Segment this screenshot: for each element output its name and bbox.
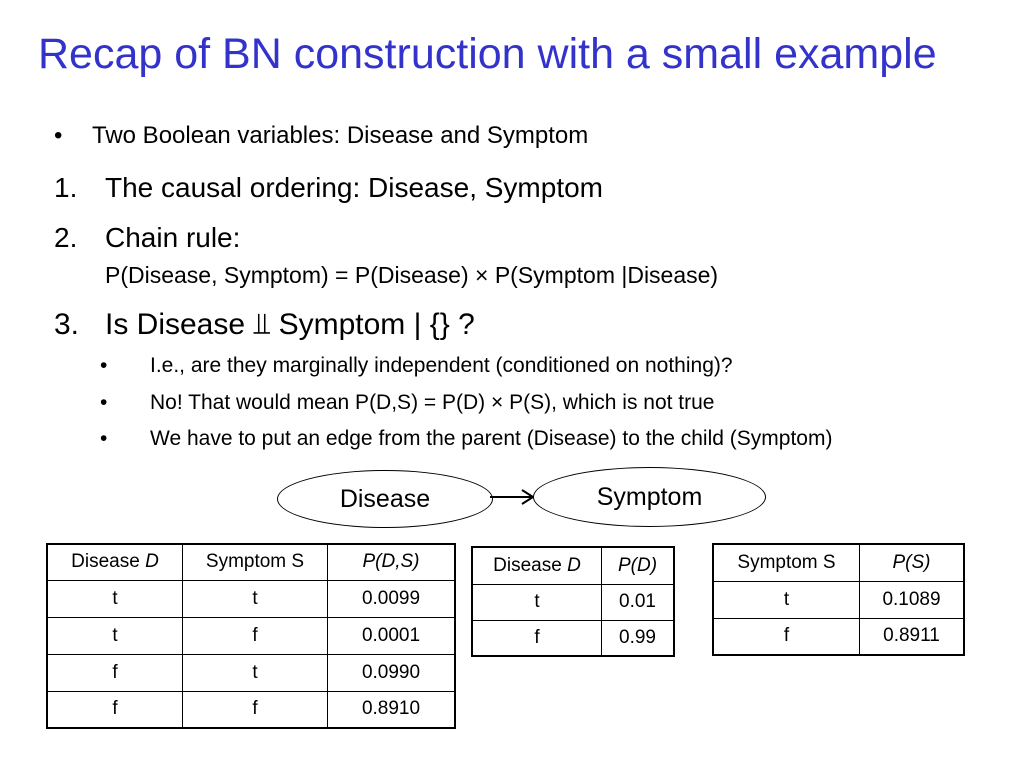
node-symptom-label: Symptom xyxy=(596,482,703,511)
chain-rule-formula: P(Disease, Symptom) = P(Disease) × P(Symptom |Disease) xyxy=(105,262,719,288)
table-row xyxy=(47,580,455,617)
table-cell: 0.01 xyxy=(602,584,675,620)
table-cell: t xyxy=(472,584,602,620)
table-cell: f xyxy=(47,654,183,691)
table-cell: f xyxy=(713,618,860,655)
item-number: 2. xyxy=(54,222,78,253)
table-cell: f xyxy=(183,691,328,728)
table-cell: t xyxy=(47,617,183,654)
bullet-marker: • xyxy=(100,354,108,377)
table-row xyxy=(47,654,455,691)
item-1-text: The causal ordering: Disease, Symptom xyxy=(105,172,603,203)
table-header xyxy=(47,544,183,580)
node-symptom xyxy=(533,467,766,527)
header-text: Disease xyxy=(71,551,146,573)
node-disease-label: Disease xyxy=(339,484,431,513)
table-row xyxy=(713,618,964,655)
table-cell: t xyxy=(183,654,328,691)
table-cell: 0.0001 xyxy=(328,617,456,654)
header-var: D xyxy=(145,551,159,573)
table-cell: 0.99 xyxy=(602,620,675,656)
edge-arrow xyxy=(488,484,538,510)
table-row xyxy=(713,581,964,618)
header-text: Disease xyxy=(493,554,568,576)
slide-title: Recap of BN construction with a small example xyxy=(38,30,937,78)
table-cell: 0.1089 xyxy=(860,581,965,618)
table-row xyxy=(472,620,674,656)
bullet-marker: • xyxy=(100,391,108,414)
bullet-main-text: Two Boolean variables: Disease and Symptom xyxy=(92,122,589,149)
table-row xyxy=(47,691,455,728)
header-var: D xyxy=(567,554,581,576)
item-3-text: Is Disease ⫫ Symptom | {} ? xyxy=(105,308,475,341)
table-header: P(S) xyxy=(860,544,965,581)
item-number: 1. xyxy=(54,172,78,203)
table-cell: f xyxy=(47,691,183,728)
table-row xyxy=(472,584,674,620)
joint-probability-table xyxy=(46,543,456,729)
table-cell: 0.0099 xyxy=(328,580,456,617)
table-cell: 0.0990 xyxy=(328,654,456,691)
table-header xyxy=(472,547,602,584)
bullet-marker: • xyxy=(54,122,63,149)
pd-table xyxy=(471,546,675,657)
bullet-marker: • xyxy=(100,427,108,450)
table-cell: 0.8910 xyxy=(328,691,456,728)
table-cell: f xyxy=(183,617,328,654)
table-row xyxy=(47,617,455,654)
sub-bullet-text: I.e., are they marginally independent (conditioned on nothing)? xyxy=(150,354,733,377)
table-header: P(D) xyxy=(602,547,675,584)
node-disease xyxy=(277,470,493,528)
table-cell: 0.8911 xyxy=(860,618,965,655)
item-number: 3. xyxy=(54,308,80,341)
table-cell: t xyxy=(713,581,860,618)
table-cell: t xyxy=(183,580,328,617)
sub-bullet-text: No! That would mean P(D,S) = P(D) × P(S), which is not true xyxy=(150,391,715,414)
table-header: Symptom S xyxy=(713,544,860,581)
item-2-text: Chain rule: xyxy=(105,222,241,253)
table-header: P(D,S) xyxy=(328,544,456,580)
table-cell: t xyxy=(47,580,183,617)
table-header: Symptom S xyxy=(183,544,328,580)
ps-table xyxy=(712,543,965,656)
table-cell: f xyxy=(472,620,602,656)
sub-bullet-text: We have to put an edge from the parent (Disease) to the child (Symptom) xyxy=(150,427,833,450)
